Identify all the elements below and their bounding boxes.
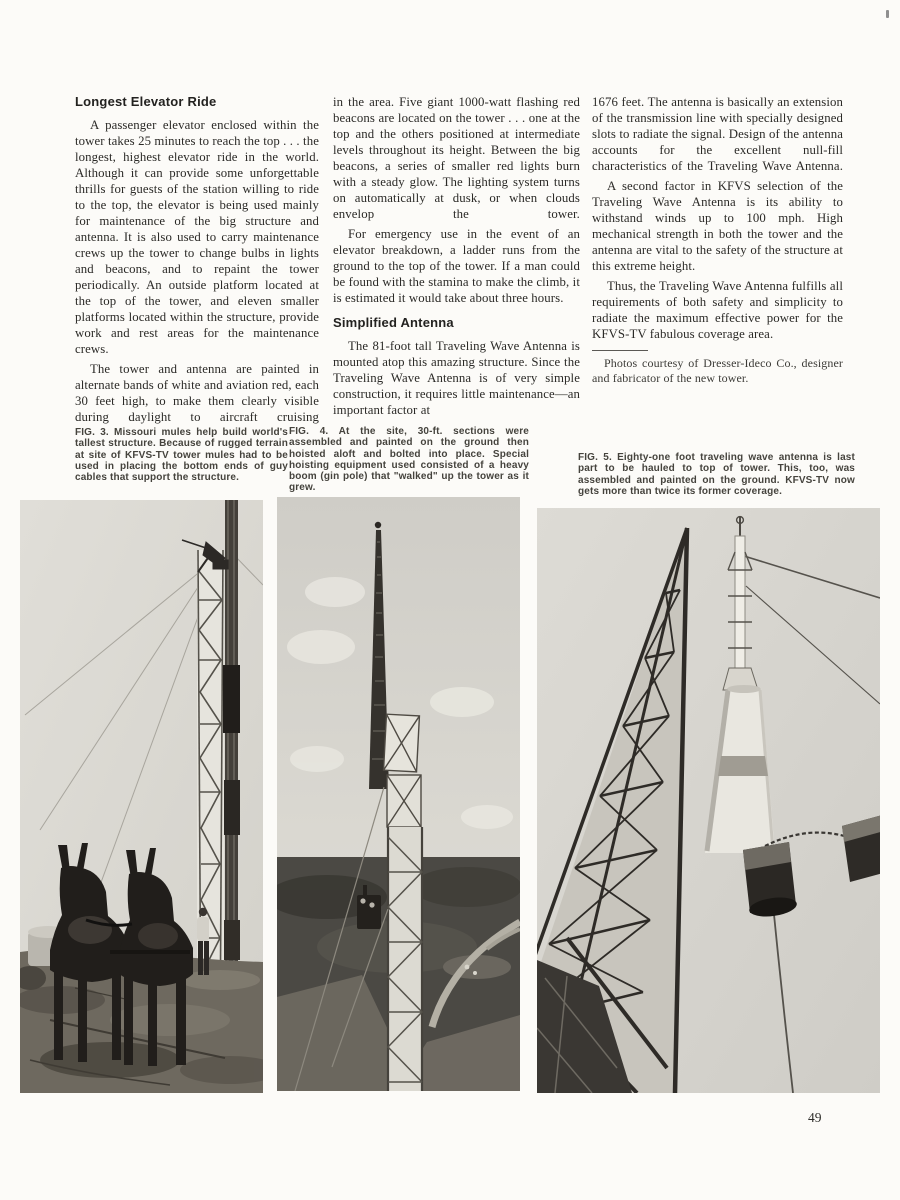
footnote-text: Photos courtesy of Dresser-Ideco Co., designer and fabricator of the new tower.: [592, 356, 843, 385]
text-column-3: [592, 94, 843, 385]
text-column-2: [333, 94, 580, 422]
paragraph: in the area. Five giant 1000-watt flashing red beacons are located on the tower . . . one at the top and the others positioned at intermediate levels throughout its height. Between the big beacons, a series of smaller red lights burn with a steady glow. The lighting system turns on automatically at dusk, or when clouds envelop the tower.: [333, 95, 580, 221]
fig3-photo: [20, 500, 263, 1093]
section-heading-simplified-antenna: Simplified Antenna: [333, 315, 454, 330]
paragraph: The tower and antenna are painted in alternate bands of white and aviation red, each 30 feet high, to make them clearly visible during daylight to aircraft cruising: [75, 362, 319, 424]
page-number: 49: [808, 1110, 822, 1125]
fig4-caption: FIG. 4. At the site, 30-ft. sections were assembled and painted on the ground then hoisted aloft and bolted into place. Special hoisting equipment used consisted of a heavy boom (gin pole) that "walked" up the tower as it grew.: [289, 426, 529, 494]
footnote-rule: [592, 350, 648, 351]
paragraph: A second factor in KFVS selection of the Traveling Wave Antenna is its ability to withstand winds up to 100 mph. High mechanical strength in both the tower and the antenna are vital to the safety of the structure at this extreme height.: [592, 179, 843, 273]
scan-artifact: [886, 10, 889, 18]
section-heading-longest-elevator-ride: Longest Elevator Ride: [75, 94, 217, 109]
paragraph: 1676 feet. The antenna is basically an extension of the transmission line with specially designed slots to radiate the signal. Design of the antenna accounts for the excellent null-fill characteristics of the Traveling Wave Antenna.: [592, 95, 843, 173]
photo-credit-footnote: [592, 350, 843, 385]
paragraph: For emergency use in the event of an elevator breakdown, a ladder runs from the ground to the top of the tower. If a man could be found with the stamina to make the climb, it is estimated it would take about three hours.: [333, 227, 580, 305]
fig5-photo: [537, 508, 880, 1093]
fig5-caption: FIG. 5. Eighty-one foot traveling wave antenna is last part to be hauled to top of tower. This, too, was assembled and painted on the ground. KFVS-TV now gets more than twice its former coverage.: [578, 452, 855, 497]
fig3-caption: FIG. 3. Missouri mules help build world's tallest structure. Because of rugged terrain at site of KFVS-TV tower mules had to be used in placing the bottom ends of guy cables that support the structure.: [75, 427, 288, 484]
paragraph: The 81-foot tall Traveling Wave Antenna is mounted atop this amazing structure. Since the Traveling Wave Antenna is of very simple construction, it requires little maintenance—an important factor at: [333, 339, 580, 417]
paragraph: Thus, the Traveling Wave Antenna fulfills all requirements of both safety and simplicity to radiate the maximum effective power for the KFVS-TV fabulous coverage area.: [592, 279, 843, 341]
paragraph: A passenger elevator enclosed within the tower takes 25 minutes to reach the top . . . the longest, highest elevator ride in the world. Although it can provide some unforgettable thrills for guests of the station willing to ride to the top, the elevator is being used mainly for maintenance of the big structure and antenna. It is also used to carry maintenance crews up the tower to change bulbs in lights and beacons, and to repaint the tower periodically. An outside platform located at the top of the tower, and eleven smaller platforms located within the structure, provide work and rest areas for the maintenance crews.: [75, 118, 319, 356]
fig4-photo: [277, 497, 520, 1091]
text-column-1: [75, 94, 319, 429]
